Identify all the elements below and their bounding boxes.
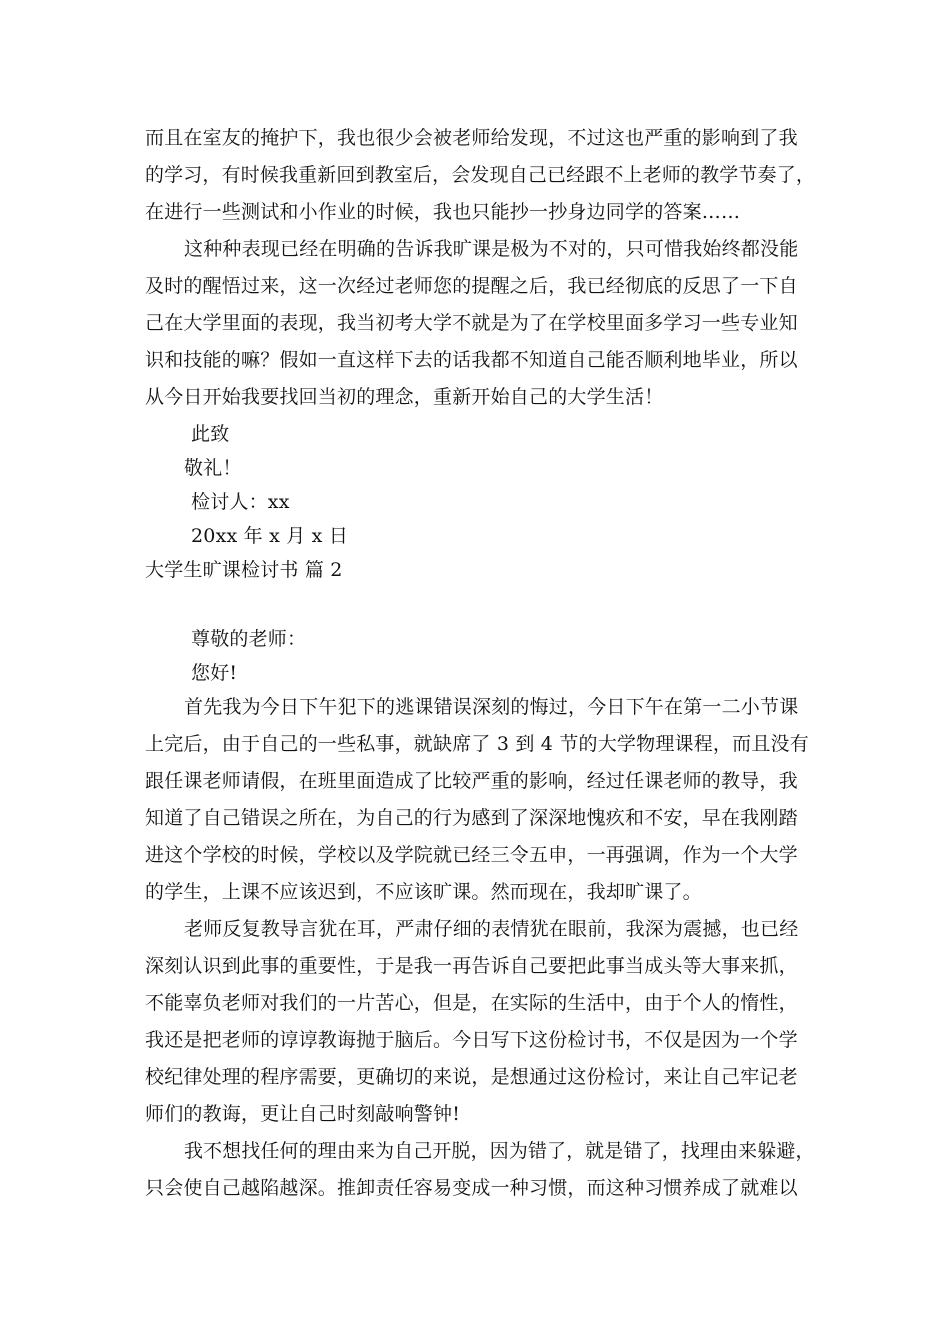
- text-line: 首先我为今日下午犯下的逃课错误深刻的悔过，今日下午在第一二小节课: [184, 696, 799, 718]
- text-line: 的学习，有时候我重新回到教室后，会发现自己已经跟不上老师的教学节奏了，: [145, 164, 815, 186]
- text-line: 在进行一些测试和小作业的时候，我也只能抄一抄身边同学的答案……: [145, 201, 741, 223]
- closing-salutation: 此致: [191, 423, 230, 445]
- text-line: 从今日开始我要找回当初的理念，重新开始自己的大学生活！: [145, 386, 664, 408]
- section-heading: 大学生旷课检讨书 篇 2: [145, 559, 343, 581]
- text-line: 老师反复教导言犹在耳，严肃仔细的表情犹在眼前，我深为震撼，也已经: [184, 918, 799, 940]
- greeting: 尊敬的老师：: [191, 628, 307, 650]
- closing-regards: 敬礼！: [184, 457, 242, 479]
- text-line: 而且在室友的掩护下，我也很少会被老师给发现，不过这也严重的影响到了我: [145, 127, 798, 149]
- text-line: 校纪律处理的程序需要，更确切的来说，是想通过这份检讨，来让自己牢记老: [145, 1066, 798, 1088]
- text-line: 跟任课老师请假，在班里面造成了比较严重的影响，经过任课老师的教导，我: [145, 770, 798, 792]
- text-line: 我还是把老师的谆谆教诲抛于脑后。今日写下这份检讨书，不仅是因为一个学: [145, 1029, 798, 1051]
- text-line: 只会使自己越陷越深。推卸责任容易变成一种习惯，而这种习惯养成了就难以: [145, 1177, 798, 1199]
- greeting-hello: 您好!: [191, 662, 238, 684]
- text-line: 知道了自己错误之所在，为自己的行为感到了深深地愧疚和不安，早在我刚踏: [145, 807, 798, 829]
- text-line: 不能辜负老师对我们的一片苦心，但是，在实际的生活中，由于个人的惰性，: [145, 992, 798, 1014]
- text-line: 上完后，由于自己的一些私事，就缺席了 3 到 4 节的大学物理课程，而且没有: [145, 733, 809, 755]
- date-line: 20xx 年 x 月 x 日: [191, 525, 349, 547]
- text-line: 这种种表现已经在明确的告诉我旷课是极为不对的，只可惜我始终都没能: [184, 238, 799, 260]
- text-line: 的学生，上课不应该迟到，不应该旷课。然而现在，我却旷课了。: [145, 881, 702, 903]
- text-line: 进这个学校的时候，学校以及学院就已经三令五申，一再强调，作为一个大学: [145, 844, 798, 866]
- text-line: 识和技能的嘛？假如一直这样下去的话我都不知道自己能否顺利地毕业，所以: [145, 349, 798, 371]
- text-line: 己在大学里面的表现，我当初考大学不就是为了在学校里面多学习一些专业知: [145, 312, 798, 334]
- text-line: 师们的教诲，更让自己时刻敲响警钟!: [145, 1103, 461, 1125]
- signature-line: 检讨人：xx: [191, 491, 290, 513]
- text-line: 及时的醒悟过来，这一次经过老师您的提醒之后，我已经彻底的反思了一下自: [145, 275, 798, 297]
- text-line: 深刻认识到此事的重要性，于是我一再告诉自己要把此事当成头等大事来抓，: [145, 955, 798, 977]
- text-line: 我不想找任何的理由来为自己开脱，因为错了，就是错了，找理由来躲避，: [184, 1140, 815, 1162]
